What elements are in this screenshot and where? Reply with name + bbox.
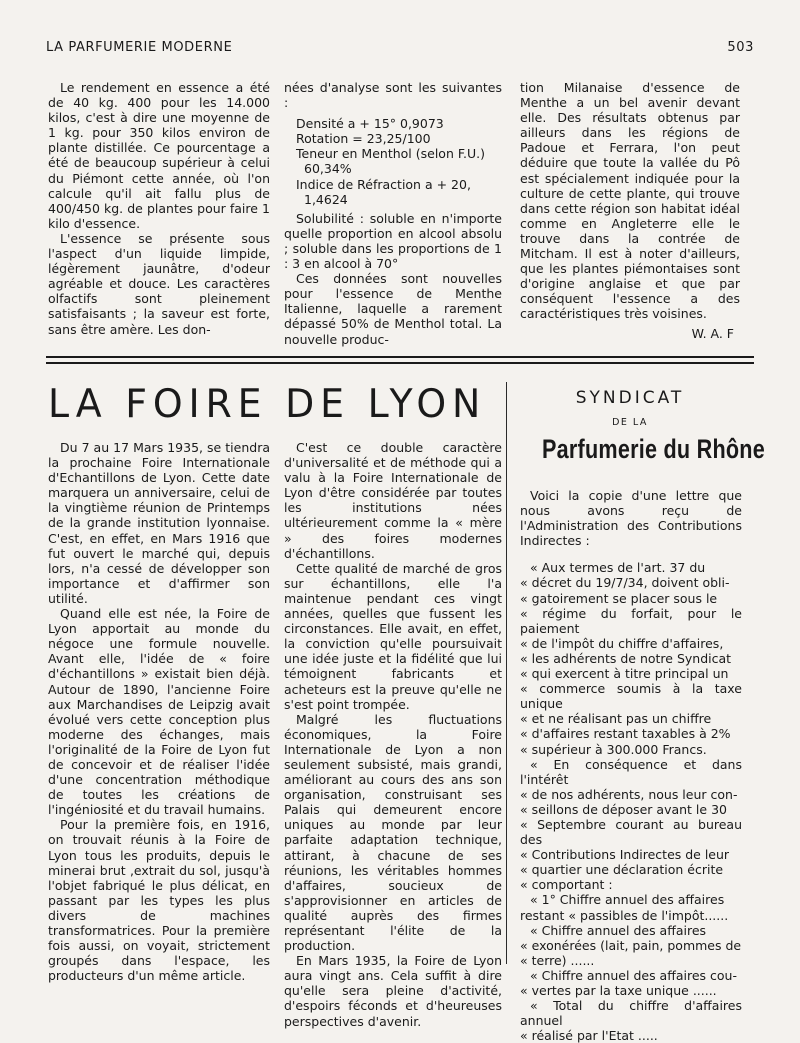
syndicat-title: SYNDICAT (575, 388, 685, 408)
letter-line: « comportant : (520, 877, 613, 893)
letter-line: « terre) ...... (520, 952, 595, 968)
analysis-menthol-value: 60,34% (304, 161, 352, 177)
syndicat-intro: Voici la copie d'une lettre que nous avons reçu de l'Administration des Contributions Indirectes : (520, 488, 742, 549)
foire-column-2 (284, 440, 502, 1029)
paragraph: Malgré les fluctuations économiques, la Foire Internationale de Lyon a non seulement subsisté, mais grandi, améliorant au cours des ans son organisation, construisant ses Palais qui demeurent encore uniques au monde par leur parfaite adaptation technique, attirant, à chacune de ses réunions, les véritables hommes d'affaires, soucieux de s'approvisionner en articles de qualité auprès des firmes représentant l'élite de la production. (284, 711, 502, 954)
letter-line: « exonérées (lait, pain, pommes de (520, 937, 742, 953)
syndicat-name: Parfumerie du Rhône (542, 434, 765, 464)
letter-line: « Total du chiffre d'affaires annuel (520, 998, 742, 1029)
letter-line: « Aux termes de l'art. 37 du (530, 560, 706, 576)
letter-line: « d'affaires restant taxables à 2% (520, 726, 731, 742)
letter-line: « vertes par la taxe unique ...... (520, 983, 717, 998)
running-header (46, 40, 754, 55)
letter-line: « quartier une déclaration écrite (520, 862, 724, 878)
letter-line: « Chiffre annuel des affaires cou- (530, 967, 737, 983)
analysis-rotation: Rotation = 23,25/100 (296, 131, 431, 147)
signature: W. A. F (691, 325, 734, 341)
paragraph: Cette qualité de marché de gros sur échantillons, elle l'a maintenue pendant ces vingt années, quelles que fussent les circonstances. Elle avait, en effet, la conviction qu'elle poursuivait une idée juste et la fidélité que lui témoignent fabricants et acheteurs est la preuve qu'elle ne s'est point trompée. (284, 560, 502, 712)
top-article-column-3 (520, 80, 740, 341)
paragraph: C'est ce double caractère d'universalité et de méthode qui a valu à la Foire Internationale de Lyon d'être considérée par toutes les institutions nées ultérieurement comme la « mère » des foires modernes d'échantillons. (284, 440, 502, 561)
letter-line: « Contributions Indirectes de leur (520, 847, 730, 863)
article-headline: LA FOIRE DE LYON (48, 382, 487, 427)
letter-line: « En conséquence et dans l'intérêt (520, 756, 742, 787)
page-number: 503 (727, 40, 754, 55)
letter-line: « qui exercent à titre principal un (520, 666, 729, 682)
paragraph: nées d'analyse sont les suivantes : (284, 80, 502, 111)
analysis-refraction: Indice de Réfraction a + 20, (296, 176, 471, 192)
letter-line: « et ne réalisant pas un chiffre (520, 711, 712, 727)
foire-column-1 (48, 440, 270, 983)
paragraph: L'essence se présente sous l'aspect d'un liquide limpide, légèrement jaunâtre, d'odeur agréable et douce. Les caractères olfactifs sont pleinement satisfaisants ; la saveur est forte, sans être amère. Les don- (48, 230, 270, 337)
paragraph: Pour la première fois, en 1916, on trouvait réunis à la Foire de Lyon tous les produits, depuis le minerai brut ,extrait du sol, jusqu'à l'objet fabriqué le plus délicat, en passant par les types les plus divers de machines transformatrices. Pour la première fois aussi, on voyait, strictement groupés dans l'espace, les producteurs d'un même article. (48, 817, 270, 984)
letter-line: « les adhérents de notre Syndicat (520, 650, 732, 666)
letter-line: « Chiffre annuel des affaires (530, 922, 707, 938)
paragraph: tion Milanaise d'essence de Menthe a un bel avenir devant elle. Des résultats obtenus par ailleurs dans les régions de Padoue et Ferrara, l'on peut déduire que toute la vallée du Pô est spécialement indiquée pour la culture de cette plante, qui trouve dans cette région son habitat idéal comme en Angleterre elle le trouve dans la contrée de Mitcham. Il est à noter d'ailleurs, que les plantes piémontaises sont d'origine anglaise et que par conséquent l'essence a des caractéristiques très voisines. (520, 80, 740, 322)
separator-rule (46, 356, 754, 358)
paragraph: En Mars 1935, la Foire de Lyon aura vingt ans. Cela suffit à dire qu'elle sera pleine d'activité, d'espoirs féconds et d'heureuses perspectives d'avenir. (284, 953, 502, 1029)
column-divider (506, 382, 507, 964)
analysis-data (284, 116, 502, 207)
analysis-menthol: Teneur en Menthol (selon F.U.) (296, 146, 486, 162)
analysis-density: Densité a + 15° 0,9073 (296, 116, 444, 132)
paragraph: Du 7 au 17 Mars 1935, se tiendra la prochaine Foire Internationale d'Echantillons de Lyon. Cette date marquera un anniversaire, celui de la vingtième réunion de Printemps de la grande institution lyonnaise. C'est, en effet, en Mars 1916 que fut ouvert le marché qui, depuis lors, n'a cessé de développer son importance et d'affirmer son utilité. (48, 440, 270, 606)
letter-line: « commerce soumis à la taxe unique (520, 681, 742, 712)
letter-line: « 1° Chiffre annuel des affaires (530, 892, 725, 908)
letter-line: « de nos adhérents, nous leur con- (520, 786, 738, 802)
paragraph: Solubilité : soluble en n'importe quelle proportion en alcool absolu ; soluble dans les proportions de 1 : 3 en alcool à 70° (284, 210, 502, 272)
top-article-column-1 (48, 80, 270, 337)
letter-line: « réalisé par l'Etat ..... (520, 1028, 658, 1043)
separator-rule (46, 362, 754, 364)
letter-line: « gatoirement se placer sous le (520, 590, 718, 606)
syndicat-column (520, 488, 742, 1043)
paragraph: Le rendement en essence a été de 40 kg. 400 pour les 14.000 kilos, c'est à dire une moyenne de 1 kg. pour 350 kilos environ de plante distillée. Ce pourcentage a été de beaucoup supérieur à celui du Piémont cette année, où l'on calcule qu'il ait fallu plus de 400/450 kg. de plantes pour faire 1 kilo d'essence. (48, 80, 270, 231)
letter-line: « de l'impôt du chiffre d'affaires, (520, 635, 724, 651)
syndicat-subtitle: DE LA (612, 417, 648, 428)
letter-line: « seillons de déposer avant le 30 (520, 801, 727, 817)
letter-line: « Septembre courant au bureau des (520, 816, 742, 848)
paragraph: Ces données sont nouvelles pour l'essence de Menthe Italienne, laquelle a rarement dépassé 50% de Menthol total. La nouvelle produc- (284, 271, 502, 347)
journal-title: LA PARFUMERIE MODERNE (46, 40, 233, 55)
letter-line: « régime du forfait, pour le paiement (520, 605, 742, 636)
analysis-refraction-value: 1,4624 (304, 191, 348, 207)
paragraph: Quand elle est née, la Foire de Lyon apportait au monde du négoce une formule nouvelle. Avant elle, l'idée de « foire d'échantillons » existait bien déjà. Autour de 1890, l'ancienne Foire aux Marchandises de Leipzig avait évolué vers cette conception plus moderne des échanges, mais l'originalité de la Foire de Lyon fut de concevoir et de réaliser l'idée d'une concentration méthodique de toutes les créations de l'ingéniosité et du travail humains. (48, 606, 270, 818)
letter-line: restant « passibles de l'impôt...... (520, 907, 729, 923)
letter-line: « décret du 19/7/34, doivent obli- (520, 575, 730, 591)
letter-line: « supérieur à 300.000 Francs. (520, 741, 707, 757)
top-article-column-2 (284, 80, 502, 347)
